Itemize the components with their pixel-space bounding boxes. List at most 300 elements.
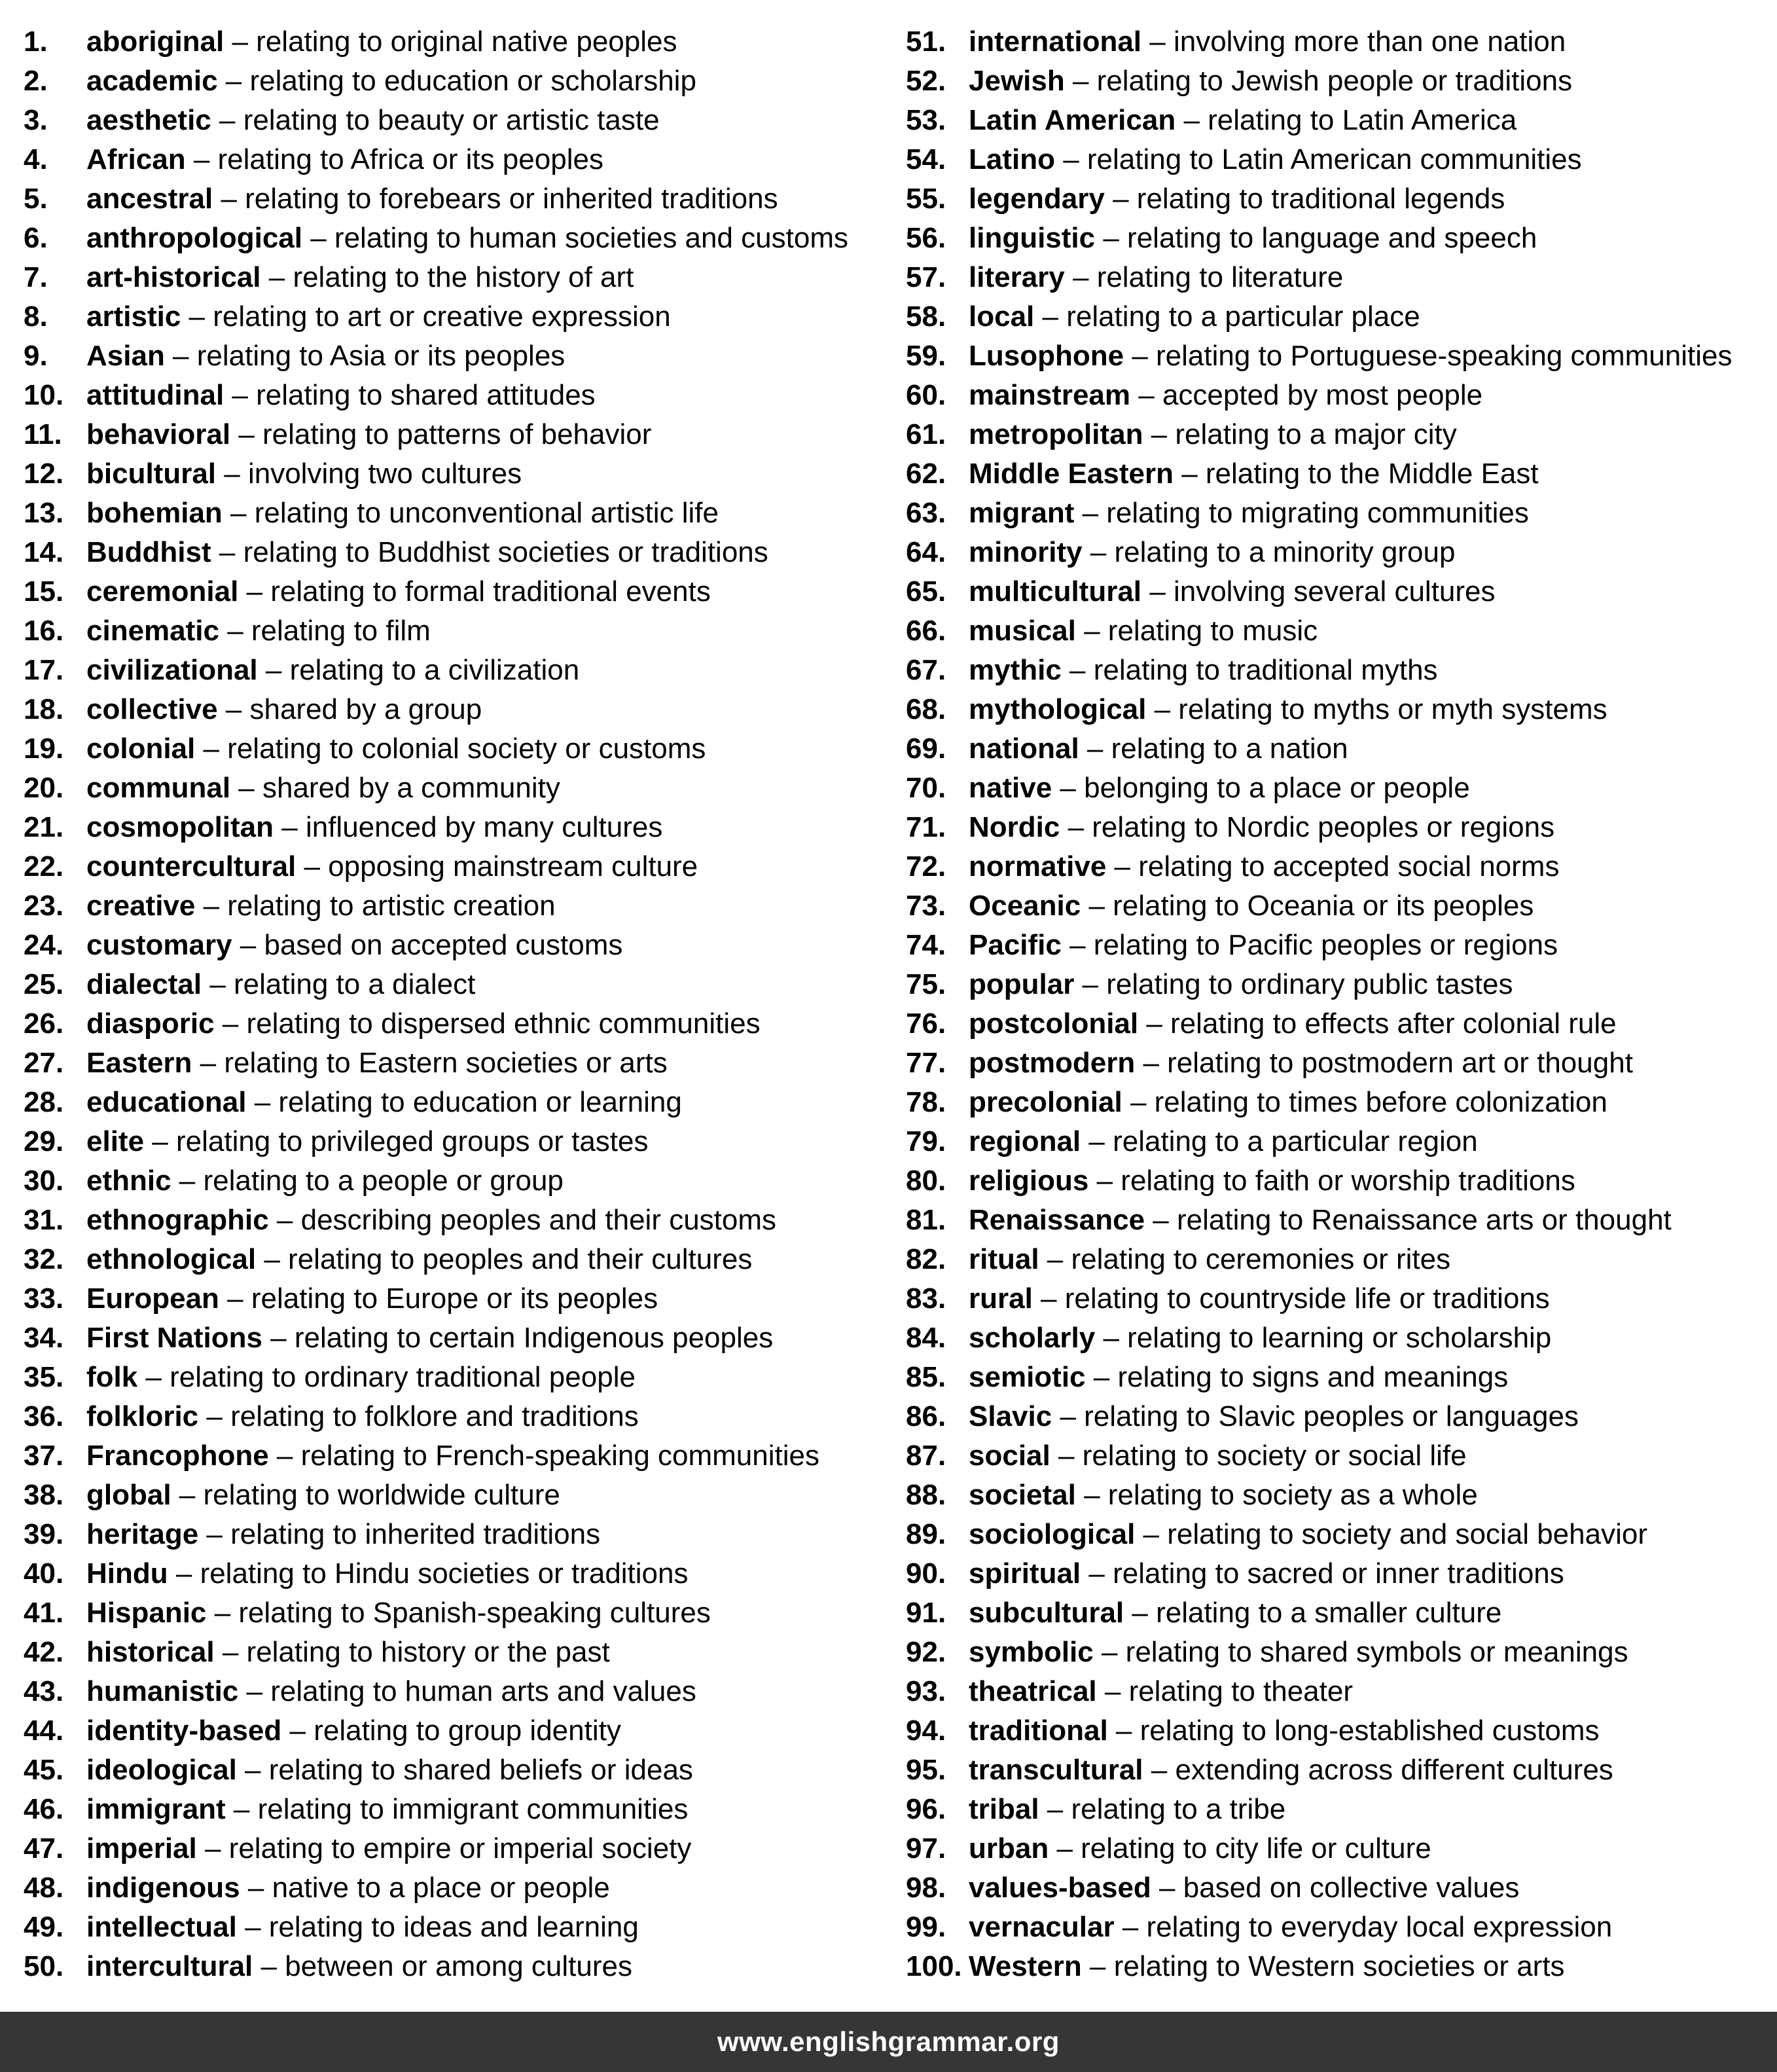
item-text	[969, 727, 1348, 771]
item-term: Oceanic	[969, 890, 1081, 922]
item-separator: –	[225, 1793, 258, 1825]
item-term: First Nations	[86, 1322, 262, 1354]
item-text	[86, 1119, 648, 1164]
item-separator: –	[1074, 968, 1107, 1000]
item-text	[969, 962, 1513, 1007]
item-text	[86, 1552, 689, 1596]
item-number: 24.	[24, 929, 64, 961]
item-number: 83.	[906, 1282, 946, 1315]
item-separator: –	[213, 183, 245, 215]
item-separator: –	[1081, 1557, 1113, 1590]
item-separator: –	[253, 1950, 285, 1982]
item-text	[969, 491, 1529, 536]
item-definition: relating to a major city	[1175, 418, 1457, 450]
item-text	[969, 1630, 1628, 1675]
item-number: 59.	[906, 340, 946, 372]
item-separator: –	[1135, 1518, 1168, 1550]
list-item	[906, 137, 1770, 177]
list-item	[906, 766, 1770, 805]
item-separator: –	[230, 772, 262, 804]
item-number: 78.	[906, 1086, 946, 1118]
item-term: attitudinal	[86, 379, 224, 411]
item-number: 46.	[24, 1793, 64, 1825]
item-separator: –	[1104, 183, 1137, 215]
item-separator: –	[302, 222, 334, 254]
item-term: Nordic	[969, 811, 1060, 843]
item-number: 53.	[906, 104, 946, 136]
item-text	[969, 766, 1470, 810]
item-term: imperial	[86, 1832, 197, 1864]
item-term: ethnographic	[86, 1204, 269, 1236]
item-separator: –	[1061, 654, 1094, 686]
list-item	[24, 648, 888, 687]
item-term: rural	[969, 1282, 1033, 1315]
list-item	[906, 805, 1770, 845]
item-separator: –	[219, 1282, 251, 1315]
item-term: diasporic	[86, 1008, 215, 1040]
item-term: humanistic	[86, 1675, 239, 1707]
item-definition: relating to faith or worship traditions	[1121, 1165, 1575, 1197]
list-item	[906, 334, 1770, 373]
item-number: 72.	[906, 850, 946, 882]
item-separator: –	[214, 1008, 247, 1040]
item-text	[86, 1866, 610, 1910]
item-text	[969, 1355, 1508, 1400]
list-item	[24, 98, 888, 137]
item-number: 8.	[24, 300, 48, 333]
item-term: urban	[969, 1832, 1049, 1864]
item-definition: relating to Slavic peoples or languages	[1084, 1400, 1579, 1432]
list-item	[906, 1080, 1770, 1119]
item-number: 6.	[24, 222, 48, 254]
item-number: 63.	[906, 497, 946, 529]
item-text	[969, 177, 1505, 221]
list-item	[906, 1944, 1770, 1984]
item-number: 68.	[906, 693, 946, 725]
item-term: linguistic	[969, 222, 1096, 254]
item-term: intellectual	[86, 1911, 237, 1943]
item-number: 13.	[24, 497, 64, 529]
item-separator: –	[1081, 1950, 1114, 1982]
item-number: 71.	[906, 811, 946, 843]
item-definition: shared by a group	[249, 693, 482, 725]
item-number: 82.	[906, 1243, 946, 1275]
item-number: 20.	[24, 772, 64, 804]
item-term: behavioral	[86, 418, 231, 450]
item-separator: –	[198, 1400, 231, 1432]
item-separator: –	[219, 615, 251, 647]
item-text	[86, 1159, 564, 1203]
item-term: educational	[86, 1086, 247, 1118]
item-separator: –	[1052, 1400, 1085, 1432]
item-definition: describing peoples and their customs	[300, 1204, 777, 1236]
item-term: values-based	[969, 1872, 1151, 1904]
item-term: folk	[86, 1361, 138, 1393]
item-text	[86, 491, 719, 536]
item-separator: –	[1095, 222, 1128, 254]
item-definition: relating to folklore and traditions	[230, 1400, 639, 1432]
item-text	[86, 884, 556, 928]
item-number: 96.	[906, 1793, 946, 1825]
item-term: ethnological	[86, 1243, 257, 1275]
item-definition: relating to human arts and values	[270, 1675, 696, 1707]
list-item	[906, 177, 1770, 216]
item-number: 14.	[24, 536, 64, 568]
list-item	[24, 491, 888, 530]
item-definition: relating to Jewish people or traditions	[1096, 65, 1573, 97]
item-separator: –	[236, 1911, 269, 1943]
item-number: 1.	[24, 26, 48, 58]
item-text	[86, 1080, 682, 1125]
item-text	[969, 1277, 1550, 1321]
item-number: 45.	[24, 1754, 64, 1786]
item-term: Jewish	[969, 65, 1065, 97]
item-term: aesthetic	[86, 104, 211, 136]
item-text	[86, 1473, 560, 1518]
item-definition: based on collective values	[1183, 1872, 1520, 1904]
item-text	[969, 609, 1318, 653]
item-separator: –	[1060, 811, 1092, 843]
item-term: cosmopolitan	[86, 811, 274, 843]
item-text	[969, 373, 1482, 418]
item-separator: –	[1173, 458, 1206, 490]
list-item	[906, 1159, 1770, 1198]
item-definition: relating to countryside life or traditions	[1064, 1282, 1550, 1315]
item-number: 23.	[24, 890, 64, 922]
item-number: 48.	[24, 1872, 64, 1904]
item-definition: relating to times before colonization	[1154, 1086, 1607, 1118]
item-term: cinematic	[86, 615, 219, 647]
item-definition: relating to worldwide culture	[203, 1479, 560, 1511]
list-item	[24, 1277, 888, 1316]
item-term: creative	[86, 890, 196, 922]
list-item	[24, 1512, 888, 1552]
item-term: historical	[86, 1636, 215, 1668]
item-term: collective	[86, 693, 218, 725]
list-item	[24, 1473, 888, 1512]
item-text	[969, 923, 1558, 968]
item-text	[86, 1669, 696, 1714]
item-text	[969, 884, 1534, 928]
item-definition: relating to city life or culture	[1081, 1832, 1431, 1864]
list-item	[24, 805, 888, 845]
item-definition: between or among cultures	[285, 1950, 632, 1982]
item-separator: –	[217, 693, 250, 725]
item-text	[969, 570, 1496, 614]
item-term: popular	[969, 968, 1075, 1000]
item-definition: relating to the Middle East	[1205, 458, 1539, 490]
item-number: 65.	[906, 575, 946, 608]
item-number: 66.	[906, 615, 946, 647]
list-item	[24, 1591, 888, 1630]
item-text	[86, 727, 706, 771]
list-item	[24, 1041, 888, 1080]
item-definition: relating to traditional myths	[1093, 654, 1438, 686]
list-item	[906, 727, 1770, 766]
item-number: 25.	[24, 968, 64, 1000]
item-definition: relating to everyday local expression	[1146, 1911, 1613, 1943]
item-definition: relating to education or learning	[278, 1086, 682, 1118]
item-definition: relating to sacred or inner traditions	[1113, 1557, 1564, 1590]
item-term: Eastern	[86, 1047, 192, 1079]
item-term: folkloric	[86, 1400, 199, 1432]
item-number: 75.	[906, 968, 946, 1000]
item-number: 51.	[906, 26, 946, 58]
item-definition: involving two cultures	[247, 458, 522, 490]
item-definition: relating to group identity	[314, 1715, 621, 1747]
item-term: societal	[969, 1479, 1076, 1511]
item-number: 99.	[906, 1911, 946, 1943]
list-item	[906, 1512, 1770, 1552]
list-item	[24, 216, 888, 255]
item-number: 33.	[24, 1282, 64, 1315]
item-term: Buddhist	[86, 536, 211, 568]
item-text	[969, 1827, 1431, 1871]
list-item	[906, 1827, 1770, 1866]
item-term: bohemian	[86, 497, 223, 529]
item-number: 76.	[906, 1008, 946, 1040]
item-number: 41.	[24, 1597, 64, 1629]
list-item	[24, 1159, 888, 1198]
item-definition: relating to human societies and customs	[334, 222, 849, 254]
item-text	[969, 1080, 1607, 1125]
item-text	[86, 137, 603, 182]
item-separator: –	[1075, 1479, 1108, 1511]
list-item	[24, 1355, 888, 1394]
item-separator: –	[1138, 1008, 1171, 1040]
item-term: sociological	[969, 1518, 1136, 1550]
item-term: Lusophone	[969, 340, 1124, 372]
item-definition: involving more than one nation	[1173, 26, 1566, 58]
item-definition: relating to language and speech	[1127, 222, 1537, 254]
item-text	[969, 1159, 1575, 1203]
list-item	[24, 1434, 888, 1473]
item-term: semiotic	[969, 1361, 1086, 1393]
item-text	[86, 1787, 688, 1832]
item-separator: –	[195, 733, 228, 765]
item-text	[86, 805, 662, 850]
item-number: 92.	[906, 1636, 946, 1668]
item-separator: –	[1049, 1832, 1081, 1864]
list-item	[24, 1002, 888, 1041]
item-number: 64.	[906, 536, 946, 568]
item-term: postmodern	[969, 1047, 1136, 1079]
list-item	[24, 1669, 888, 1709]
list-item	[906, 1591, 1770, 1630]
list-item	[24, 609, 888, 648]
item-text	[969, 137, 1582, 182]
list-item	[906, 1394, 1770, 1434]
item-text	[86, 216, 848, 261]
list-item	[906, 1198, 1770, 1237]
item-separator: –	[211, 536, 243, 568]
item-text	[86, 1355, 636, 1400]
item-definition: influenced by many cultures	[305, 811, 663, 843]
item-definition: relating to Portuguese-speaking communities	[1156, 340, 1732, 372]
item-number: 15.	[24, 575, 64, 608]
item-definition: relating to original native peoples	[256, 26, 677, 58]
item-definition: relating to dispersed ethnic communities	[246, 1008, 761, 1040]
item-text	[969, 98, 1517, 143]
list-item	[906, 1119, 1770, 1159]
item-term: ideological	[86, 1754, 237, 1786]
item-text	[86, 1198, 776, 1243]
item-separator: –	[1075, 615, 1108, 647]
item-term: anthropological	[86, 222, 302, 254]
item-number: 52.	[906, 65, 946, 97]
item-number: 61.	[906, 418, 946, 450]
item-term: African	[86, 143, 186, 175]
list-item	[24, 295, 888, 334]
item-number: 19.	[24, 733, 64, 765]
item-separator: –	[1146, 693, 1179, 725]
list-item	[24, 1552, 888, 1591]
item-definition: relating to ordinary traditional people	[170, 1361, 636, 1393]
item-text	[86, 295, 671, 339]
list-item	[906, 452, 1770, 491]
item-term: precolonial	[969, 1086, 1122, 1118]
item-term: legendary	[969, 183, 1105, 215]
list-item	[24, 962, 888, 1002]
item-definition: relating to effects after colonial rule	[1170, 1008, 1617, 1040]
item-text	[969, 1552, 1564, 1596]
item-definition: relating to empire or imperial society	[228, 1832, 692, 1864]
item-separator: –	[1081, 890, 1113, 922]
item-separator: –	[281, 1715, 314, 1747]
item-separator: –	[202, 968, 234, 1000]
item-text	[86, 766, 560, 810]
item-number: 28.	[24, 1086, 64, 1118]
item-term: national	[969, 733, 1079, 765]
item-separator: –	[144, 1125, 176, 1157]
item-separator: –	[1122, 1086, 1155, 1118]
item-definition: relating to education or scholarship	[249, 65, 696, 97]
list-item	[906, 570, 1770, 609]
item-number: 7.	[24, 261, 48, 293]
item-separator: –	[246, 1086, 279, 1118]
item-separator: –	[1141, 26, 1174, 58]
item-text	[86, 1709, 621, 1753]
list-item	[24, 570, 888, 609]
item-text	[86, 1827, 691, 1871]
list-item	[24, 1905, 888, 1944]
list-item	[906, 962, 1770, 1002]
item-separator: –	[168, 1557, 200, 1590]
item-text	[969, 334, 1732, 378]
list-item	[906, 295, 1770, 334]
item-definition: relating to colonial society or customs	[227, 733, 706, 765]
list-item	[906, 845, 1770, 884]
list-item	[24, 1827, 888, 1866]
item-text	[86, 59, 696, 103]
item-number: 54.	[906, 143, 946, 175]
item-term: ethnic	[86, 1165, 171, 1197]
item-separator: –	[137, 1361, 170, 1393]
item-definition: relating to theater	[1128, 1675, 1354, 1707]
item-number: 40.	[24, 1557, 64, 1590]
list-item	[906, 1434, 1770, 1473]
list-item	[906, 923, 1770, 962]
item-definition: relating to traditional legends	[1136, 183, 1505, 215]
item-term: social	[969, 1440, 1050, 1472]
list-item	[906, 1669, 1770, 1709]
list-item	[906, 1277, 1770, 1316]
item-number: 30.	[24, 1165, 64, 1197]
item-term: Latin American	[969, 104, 1176, 136]
list-item	[906, 98, 1770, 137]
item-definition: relating to artistic creation	[227, 890, 556, 922]
item-separator: –	[1064, 261, 1097, 293]
item-number: 31.	[24, 1204, 64, 1236]
item-text	[86, 1630, 610, 1675]
item-text	[969, 1709, 1600, 1753]
item-separator: –	[1143, 1754, 1176, 1786]
item-number: 62.	[906, 458, 946, 490]
item-term: subcultural	[969, 1597, 1124, 1629]
item-definition: relating to a civilization	[289, 654, 580, 686]
list-item	[24, 1944, 888, 1984]
list-item	[24, 766, 888, 805]
item-text	[969, 1237, 1450, 1282]
item-definition: relating to art or creative expression	[213, 300, 671, 333]
item-text	[86, 452, 522, 496]
list-item	[24, 727, 888, 766]
item-term: postcolonial	[969, 1008, 1139, 1040]
list-item	[24, 1709, 888, 1748]
item-number: 12.	[24, 458, 64, 490]
item-number: 32.	[24, 1243, 64, 1275]
item-number: 56.	[906, 222, 946, 254]
item-text	[969, 1512, 1647, 1557]
item-text	[969, 1669, 1353, 1714]
item-separator: –	[171, 1479, 204, 1511]
list-item	[24, 1787, 888, 1827]
item-separator: –	[1095, 1322, 1128, 1354]
word-list-column-right	[906, 20, 1770, 1984]
item-separator: –	[214, 1636, 247, 1668]
item-number: 87.	[906, 1440, 946, 1472]
item-number: 81.	[906, 1204, 946, 1236]
list-item	[906, 59, 1770, 98]
item-term: spiritual	[969, 1557, 1081, 1590]
item-text	[86, 648, 579, 693]
item-definition: relating to Hindu societies or traditions	[200, 1557, 689, 1590]
item-separator: –	[1141, 575, 1174, 608]
item-separator: –	[1082, 536, 1115, 568]
item-definition: relating to forebears or inherited traditions	[245, 183, 778, 215]
item-separator: –	[268, 1440, 301, 1472]
item-separator: –	[196, 1832, 229, 1864]
item-text	[86, 687, 482, 732]
item-number: 42.	[24, 1636, 64, 1668]
item-separator: –	[181, 300, 213, 333]
item-definition: relating to postmodern art or thought	[1167, 1047, 1633, 1079]
item-number: 86.	[906, 1400, 946, 1432]
item-term: mythic	[969, 654, 1062, 686]
item-separator: –	[211, 104, 243, 136]
list-item	[24, 1630, 888, 1669]
item-number: 57.	[906, 261, 946, 293]
item-definition: relating to beauty or artistic taste	[243, 104, 660, 136]
footer-bar	[0, 2012, 1777, 2072]
item-definition: relating to ceremonies or rites	[1071, 1243, 1451, 1275]
list-item	[906, 20, 1770, 59]
item-text	[969, 1473, 1478, 1518]
item-term: civilizational	[86, 654, 258, 686]
item-definition: relating to patterns of behavior	[262, 418, 652, 450]
item-number: 18.	[24, 693, 64, 725]
item-term: art-historical	[86, 261, 261, 293]
